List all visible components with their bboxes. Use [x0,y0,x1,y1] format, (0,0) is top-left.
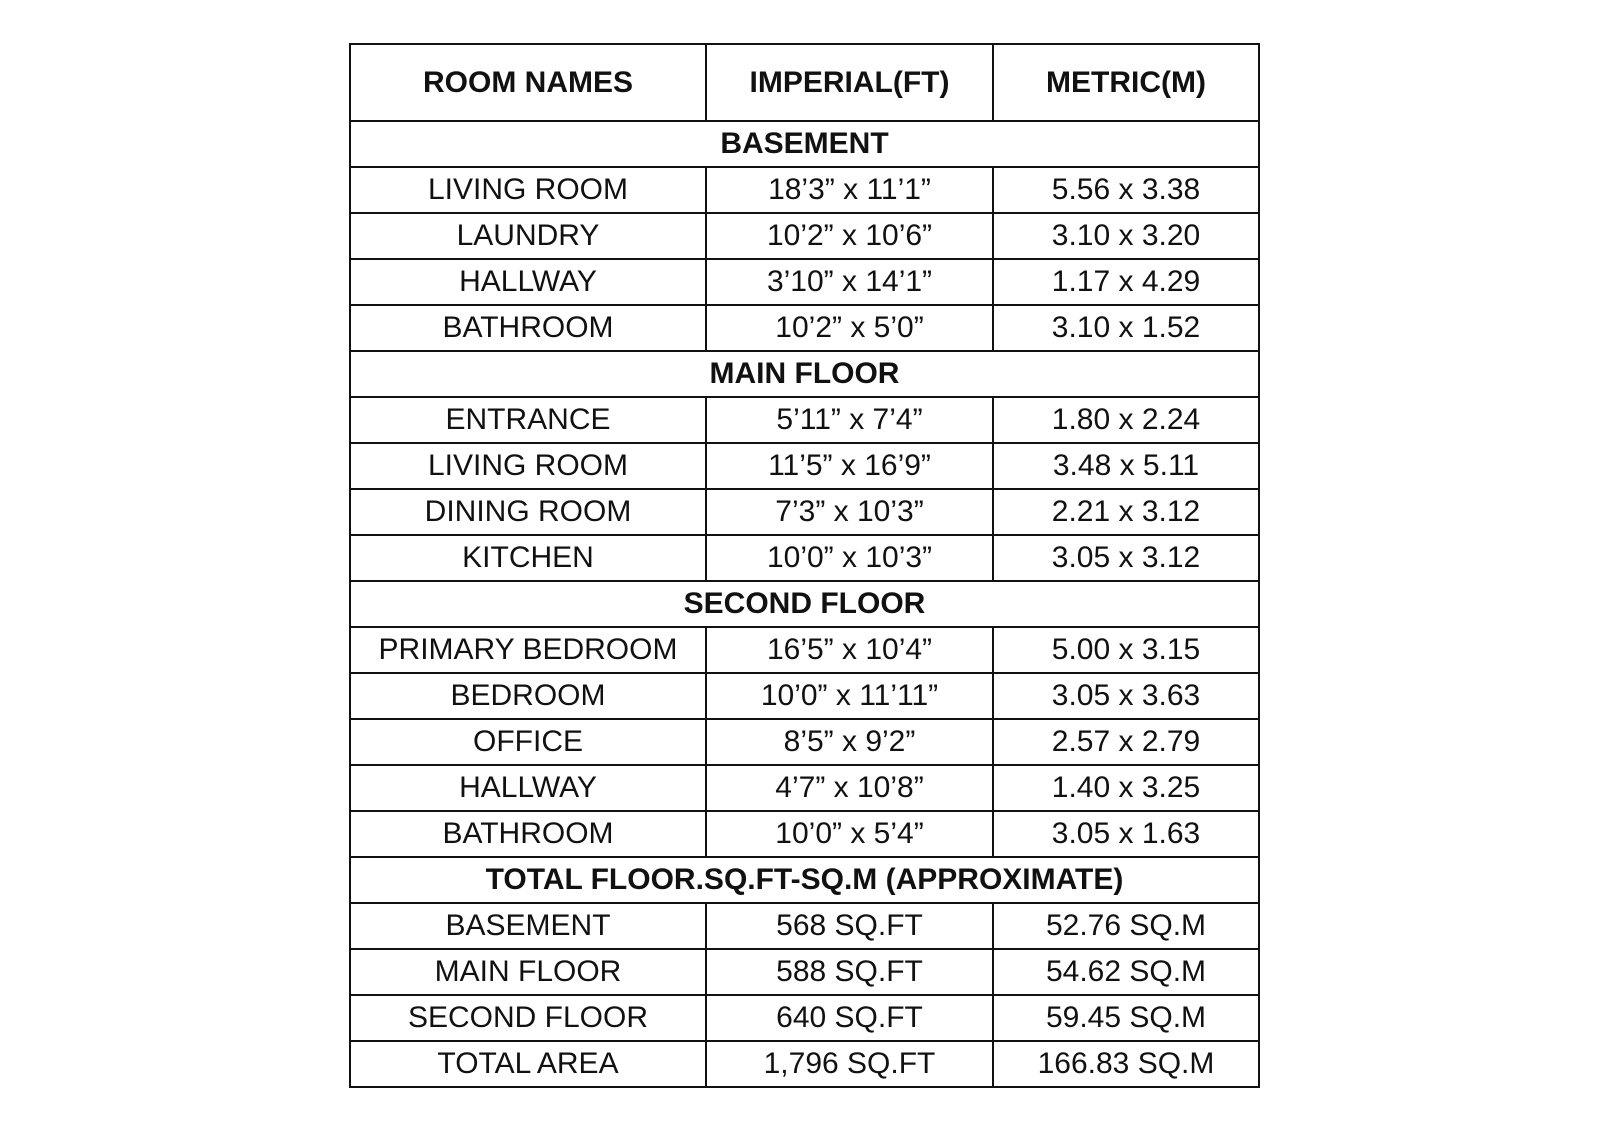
imperial-cell: 3’10” x 14’1” [706,259,993,305]
metric-cell: 1.40 x 3.25 [993,765,1259,811]
metric-cell: 3.05 x 3.12 [993,535,1259,581]
table-row [350,397,1259,443]
table-row [350,489,1259,535]
metric-cell: 3.10 x 1.52 [993,305,1259,351]
table-row [350,1041,1259,1087]
metric-cell: 5.00 x 3.15 [993,627,1259,673]
section-row [350,121,1259,167]
room-name-cell: TOTAL AREA [350,1041,706,1087]
section-row [350,351,1259,397]
room-name-cell: BEDROOM [350,673,706,719]
table-row [350,167,1259,213]
table-header-row [350,44,1259,121]
imperial-cell: 10’2” x 5’0” [706,305,993,351]
metric-cell: 1.80 x 2.24 [993,397,1259,443]
table-row [350,535,1259,581]
imperial-cell: 10’0” x 11’11” [706,673,993,719]
room-name-cell: BATHROOM [350,305,706,351]
imperial-cell: 4’7” x 10’8” [706,765,993,811]
metric-cell: 1.17 x 4.29 [993,259,1259,305]
room-name-cell: BATHROOM [350,811,706,857]
room-name-cell: DINING ROOM [350,489,706,535]
metric-cell: 3.10 x 3.20 [993,213,1259,259]
metric-cell: 3.05 x 3.63 [993,673,1259,719]
imperial-cell: 640 SQ.FT [706,995,993,1041]
imperial-cell: 11’5” x 16’9” [706,443,993,489]
metric-cell: 166.83 SQ.M [993,1041,1259,1087]
imperial-cell: 10’0” x 10’3” [706,535,993,581]
imperial-cell: 1,796 SQ.FT [706,1041,993,1087]
table-row [350,443,1259,489]
table-row [350,995,1259,1041]
metric-cell: 2.21 x 3.12 [993,489,1259,535]
table-row [350,305,1259,351]
table-row [350,949,1259,995]
metric-cell: 59.45 SQ.M [993,995,1259,1041]
table-row [350,903,1259,949]
imperial-cell: 7’3” x 10’3” [706,489,993,535]
table-row [350,673,1259,719]
imperial-cell: 568 SQ.FT [706,903,993,949]
table-body [350,121,1259,1087]
room-name-cell: PRIMARY BEDROOM [350,627,706,673]
room-name-cell: LAUNDRY [350,213,706,259]
section-row [350,581,1259,627]
room-name-cell: BASEMENT [350,903,706,949]
metric-cell: 5.56 x 3.38 [993,167,1259,213]
section-row [350,857,1259,903]
section-title: MAIN FLOOR [350,351,1259,397]
room-name-cell: LIVING ROOM [350,443,706,489]
imperial-cell: 16’5” x 10’4” [706,627,993,673]
section-title: SECOND FLOOR [350,581,1259,627]
table-row [350,719,1259,765]
imperial-cell: 5’11” x 7’4” [706,397,993,443]
room-name-cell: KITCHEN [350,535,706,581]
table-row [350,627,1259,673]
header-room-names: ROOM NAMES [350,44,706,121]
section-title: TOTAL FLOOR.SQ.FT-SQ.M (APPROXIMATE) [350,857,1259,903]
table-row [350,259,1259,305]
room-name-cell: HALLWAY [350,765,706,811]
room-name-cell: MAIN FLOOR [350,949,706,995]
metric-cell: 3.48 x 5.11 [993,443,1259,489]
header-imperial: IMPERIAL(FT) [706,44,993,121]
imperial-cell: 588 SQ.FT [706,949,993,995]
room-dimensions-table [349,43,1260,1088]
room-name-cell: SECOND FLOOR [350,995,706,1041]
metric-cell: 54.62 SQ.M [993,949,1259,995]
imperial-cell: 8’5” x 9’2” [706,719,993,765]
table-row [350,765,1259,811]
header-metric: METRIC(M) [993,44,1259,121]
imperial-cell: 10’2” x 10’6” [706,213,993,259]
metric-cell: 52.76 SQ.M [993,903,1259,949]
metric-cell: 3.05 x 1.63 [993,811,1259,857]
imperial-cell: 18’3” x 11’1” [706,167,993,213]
imperial-cell: 10’0” x 5’4” [706,811,993,857]
metric-cell: 2.57 x 2.79 [993,719,1259,765]
section-title: BASEMENT [350,121,1259,167]
room-name-cell: OFFICE [350,719,706,765]
room-name-cell: HALLWAY [350,259,706,305]
table-row [350,213,1259,259]
table-row [350,811,1259,857]
room-name-cell: LIVING ROOM [350,167,706,213]
room-name-cell: ENTRANCE [350,397,706,443]
